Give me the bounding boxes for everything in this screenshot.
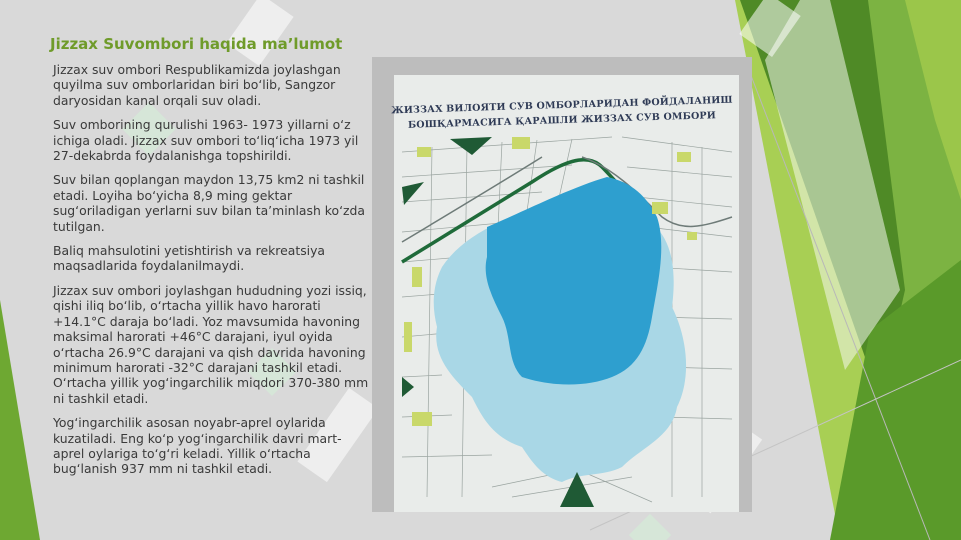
map-title-line-2: БОШҚАРМАСИГА ҚАРАШЛИ ЖИЗЗАХ СУВ ОМБОРИ <box>407 110 717 131</box>
paragraph: Yog‘ingarchilik asosan noyabr-aprel oylarida kuzatiladi. Eng ko‘p yog‘ingarchilik davri mart-aprel oylariga to‘g‘ri keladi. Yillik o‘rtacha bug‘lanish 937 mm ni tashkil etadi. <box>53 415 342 477</box>
paragraph: Jizzax suv ombori Respublikamizda joylashgan quyilma suv omborlaridan biri bo‘lib, Sangzor daryosidan kanal orqali suv oladi. <box>53 62 341 108</box>
slide-title: Jizzax Suvombori haqida ma’lumot <box>50 35 343 53</box>
paragraph: Suv omborining qurulishi 1963- 1973 yillarni o‘z ichiga oladi. Jizzax suv ombori to‘liq‘icha 1973 yil 27-dekabrda foydalanishga topshirildi. <box>53 117 359 164</box>
map-title-line-1: ЖИЗЗАХ ВИЛОЯТИ СУВ ОМБОРЛАРИДАН ФОЙДАЛАНИШ <box>391 94 733 117</box>
paragraph: Baliq mahsulotini yetishtirish va rekreatsiya maqsadlarida foydalanilmaydi. <box>53 243 326 274</box>
paragraph: Jizzax suv ombori joylashgan hududning yozi issiq, qishi iliq bo‘lib, o‘rtacha yillik havo harorati +14.1°C daraja bo‘ladi. Yoz mavsumida havoning maksimal harorati +46°C darajani, iyul oyida o‘rtacha 26.9°C darajani va qish davrida havoning minimum harorati -32°C darajani tashkil etadi. O‘rtacha yillik yog‘ingarchilik miqdori 370-380 mm ni tashkil etadi. <box>53 282 369 406</box>
reservoir-map-photo <box>372 57 752 512</box>
paragraph: Suv bilan qoplangan maydon 13,75 km2 ni tashkil etadi. Loyiha bo‘yicha 8,9 ming gektar sug‘oriladigan yerlarni suv bilan ta’minlash ko‘zda tutilgan. <box>53 172 365 234</box>
body-text <box>53 62 371 486</box>
